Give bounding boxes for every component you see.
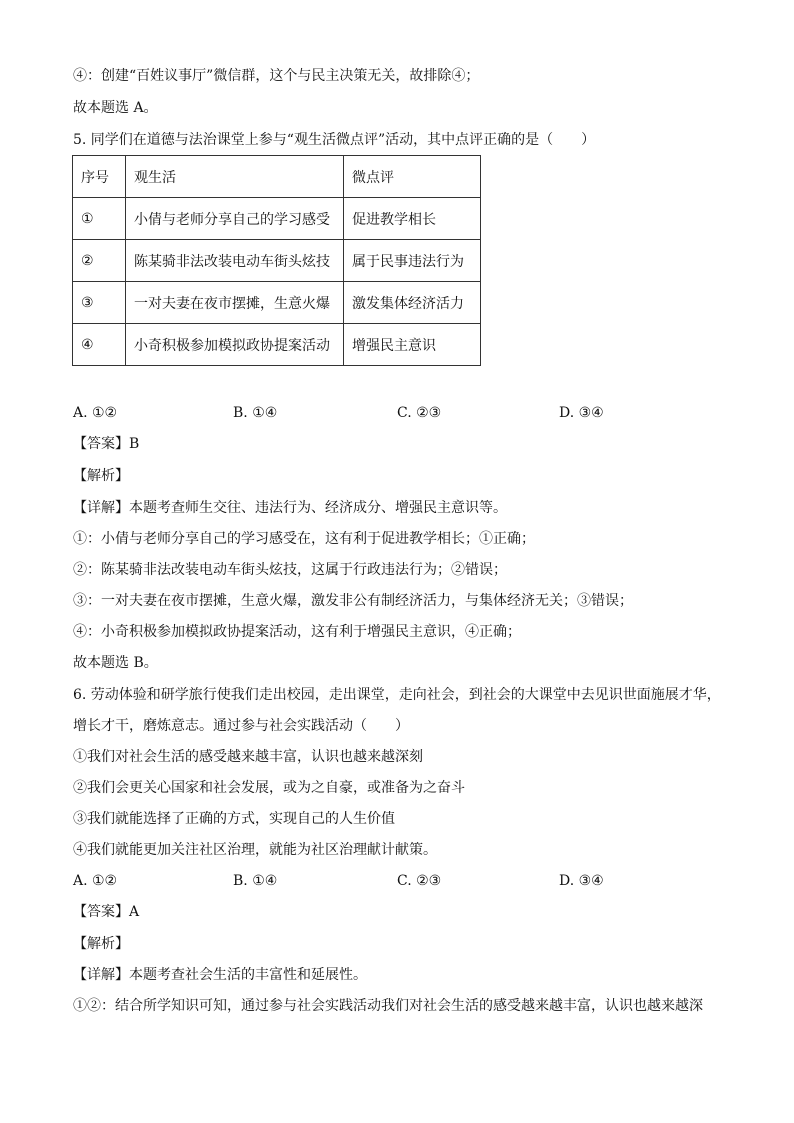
- prev-conclusion: 故本题选 A。: [73, 100, 158, 116]
- q5-analysis-line-3: ③：一对夫妻在夜市摆摊，生意火爆，激发非公有制经济活力，与集体经济无关；③错误；: [73, 593, 633, 609]
- q6-analysis-label: 【解析】: [73, 936, 129, 952]
- q5-detail: 【详解】本题考查师生交往、违法行为、经济成分、增强民主意识等。: [73, 500, 507, 516]
- table-cell: 一对夫妻在夜市摆摊，生意火爆: [126, 282, 344, 324]
- q5-analysis-line-4: ④：小奇积极参加模拟政协提案活动，这有利于增强民主意识，④正确；: [73, 624, 521, 640]
- q5-table: [72, 155, 481, 366]
- option-c[interactable]: C. ②③: [397, 873, 442, 889]
- table-cell: ④: [73, 324, 126, 366]
- table-cell: 激发集体经济活力: [344, 282, 481, 324]
- option-a[interactable]: A. ①②: [73, 405, 118, 421]
- q6-item-3: ③我们就能选择了正确的方式，实现自己的人生价值: [73, 811, 395, 827]
- q5-answer: 【答案】B: [73, 436, 140, 452]
- q6-detail: 【详解】本题考查社会生活的丰富性和延展性。: [73, 967, 367, 983]
- q6-stem-line-1: 6. 劳动体验和研学旅行使我们走出校园，走出课堂，走向社会，到社会的大课堂中去见识世面施展才华，: [73, 687, 721, 703]
- table-row: [73, 240, 481, 282]
- q6-item-4: ④我们就能更加关注社区治理，就能为社区治理献计献策。: [73, 842, 437, 858]
- q6-item-2: ②我们会更关心国家和社会发展，或为之自豪，或准备为之奋斗: [73, 780, 465, 796]
- prev-analysis-line-4: ④：创建“百姓议事厅”微信群，这个与民主决策无关，故排除④；: [73, 68, 480, 84]
- table-cell: 促进教学相长: [344, 198, 481, 240]
- option-b[interactable]: B. ①④: [233, 405, 278, 421]
- header-cell: 观生活: [126, 156, 344, 198]
- q5-analysis-line-1: ①：小倩与老师分享自己的学习感受在，这有利于促进教学相长；①正确；: [73, 531, 535, 547]
- q5-analysis-line-2: ②：陈某骑非法改装电动车街头炫技，这属于行政违法行为；②错误；: [73, 562, 507, 578]
- q5-options: [73, 403, 673, 423]
- table-row: [73, 324, 481, 366]
- table-cell: ①: [73, 198, 126, 240]
- option-d[interactable]: D. ③④: [559, 405, 604, 421]
- table-header-row: [73, 156, 481, 198]
- q5-analysis-label: 【解析】: [73, 468, 129, 484]
- table-row: [73, 282, 481, 324]
- header-cell: 微点评: [344, 156, 481, 198]
- option-a[interactable]: A. ①②: [73, 873, 118, 889]
- table-cell: 小倩与老师分享自己的学习感受: [126, 198, 344, 240]
- option-c[interactable]: C. ②③: [397, 405, 442, 421]
- table-cell: 属于民事违法行为: [344, 240, 481, 282]
- table-cell: 陈某骑非法改装电动车街头炫技: [126, 240, 344, 282]
- table-cell: 增强民主意识: [344, 324, 481, 366]
- table-row: [73, 198, 481, 240]
- q6-item-1: ①我们对社会生活的感受越来越丰富，认识也越来越深刻: [73, 749, 423, 765]
- q5-stem: 5. 同学们在道德与法治课堂上参与“观生活微点评”活动，其中点评正确的是（ ）: [73, 132, 596, 148]
- q6-options: [73, 871, 673, 891]
- table-cell: 小奇积极参加模拟政协提案活动: [126, 324, 344, 366]
- option-d[interactable]: D. ③④: [559, 873, 604, 889]
- q5-conclusion: 故本题选 B。: [73, 655, 158, 671]
- q6-stem-line-2: 增长才干，磨炼意志。通过参与社会实践活动（ ）: [73, 718, 409, 734]
- q6-analysis-line-1: ①②：结合所学知识可知，通过参与社会实践活动我们对社会生活的感受越来越丰富，认识也越来越深: [73, 998, 703, 1014]
- option-b[interactable]: B. ①④: [233, 873, 278, 889]
- table-cell: ②: [73, 240, 126, 282]
- header-cell: 序号: [73, 156, 126, 198]
- table-cell: ③: [73, 282, 126, 324]
- q6-answer: 【答案】A: [73, 904, 140, 920]
